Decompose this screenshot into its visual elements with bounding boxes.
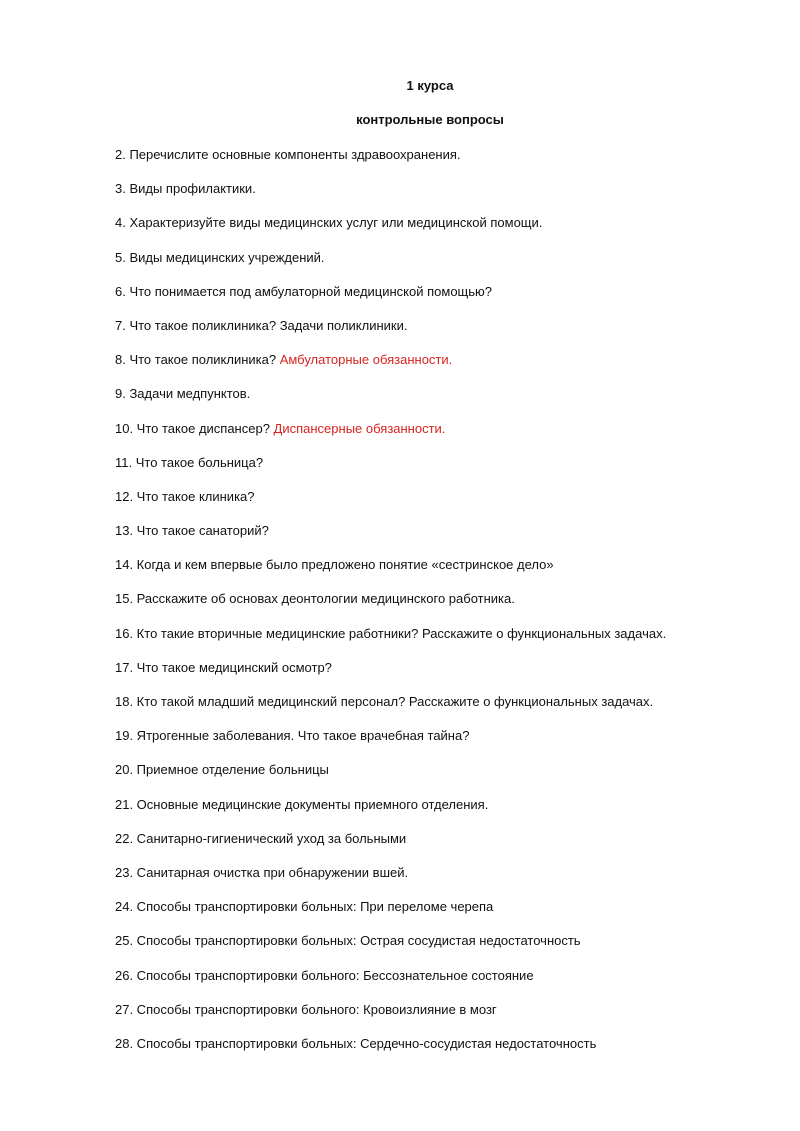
list-item — [115, 318, 755, 352]
list-item — [115, 694, 755, 728]
questions-list — [115, 147, 755, 1070]
list-item — [115, 352, 755, 386]
question-text: 24. Способы транспортировки больных: При переломе черепа — [115, 899, 494, 915]
list-item — [115, 728, 755, 762]
question-text: 4. Характеризуйте виды медицинских услуг или медицинской помощи. — [115, 215, 543, 231]
list-item — [115, 591, 755, 625]
question-text: 15. Расскажите об основах деонтологии медицинского работника. — [115, 591, 515, 607]
question-text: 12. Что такое клиника? — [115, 488, 255, 504]
question-text: 14. Когда и кем впервые было предложено понятие «сестринское дело» — [115, 557, 554, 573]
document-subtitle: контрольные вопросы — [356, 112, 504, 127]
list-item — [115, 181, 755, 215]
list-item — [115, 557, 755, 591]
list-item — [115, 284, 755, 318]
list-item — [115, 1002, 755, 1036]
question-text: 2. Перечислите основные компоненты здравоохранения. — [115, 147, 461, 162]
question-text: 25. Способы транспортировки больных: Острая сосудистая недостаточность — [115, 933, 581, 949]
question-text: 9. Задачи медпунктов. — [115, 386, 251, 402]
list-item — [115, 762, 755, 796]
list-item — [115, 489, 755, 523]
question-text: 3. Виды профилактики. — [115, 181, 256, 197]
question-text: 26. Способы транспортировки больного: Бессознательное состояние — [115, 967, 534, 983]
list-item — [115, 831, 755, 865]
list-item — [115, 797, 755, 831]
list-item — [115, 421, 755, 455]
list-item — [115, 147, 755, 181]
list-item — [115, 455, 755, 489]
question-text: 11. Что такое больница? — [115, 454, 264, 470]
question-text: 23. Санитарная очистка при обнаружении вшей. — [115, 864, 409, 880]
list-item — [115, 1036, 755, 1070]
question-text: 20. Приемное отделение больницы — [115, 762, 329, 778]
question-text: 5. Виды медицинских учреждений. — [115, 249, 325, 265]
question-text: 17. Что такое медицинский осмотр? — [115, 659, 332, 675]
list-item — [115, 968, 755, 1002]
question-text: 8. Что такое поликлиника? — [115, 352, 280, 368]
list-item — [115, 660, 755, 694]
question-text: 10. Что такое диспансер? — [115, 420, 274, 436]
question-text: 16. Кто такие вторичные медицинские работники? Расскажите о функциональных задачах. — [115, 625, 667, 641]
highlighted-text: Диспансерные обязанности. — [273, 420, 446, 436]
question-text: 21. Основные медицинские документы приемного отделения. — [115, 796, 489, 812]
list-item — [115, 933, 755, 967]
list-item — [115, 386, 755, 420]
question-text: 18. Кто такой младший медицинский персонал? Расскажите о функциональных задачах. — [115, 694, 654, 709]
question-text: 27. Способы транспортировки больного: Кровоизлияние в мозг — [115, 1001, 497, 1017]
list-item — [115, 865, 755, 899]
question-text: 6. Что понимается под амбулаторной медицинской помощью? — [115, 283, 492, 299]
list-item — [115, 215, 755, 249]
question-text: 19. Ятрогенные заболевания. Что такое врачебная тайна? — [115, 728, 470, 744]
question-text: 7. Что такое поликлиника? Задачи поликлиники. — [115, 317, 408, 333]
list-item — [115, 626, 755, 660]
list-item — [115, 250, 755, 284]
question-text: 22. Санитарно-гигиенический уход за больными — [115, 830, 407, 846]
question-text: 28. Способы транспортировки больных: Сердечно-сосудистая недостаточность — [115, 1035, 597, 1051]
question-text: 13. Что такое санаторий? — [115, 523, 269, 539]
course-heading: 1 курса — [406, 78, 454, 93]
list-item — [115, 523, 755, 557]
highlighted-text: Амбулаторные обязанности. — [279, 352, 453, 368]
list-item — [115, 899, 755, 933]
